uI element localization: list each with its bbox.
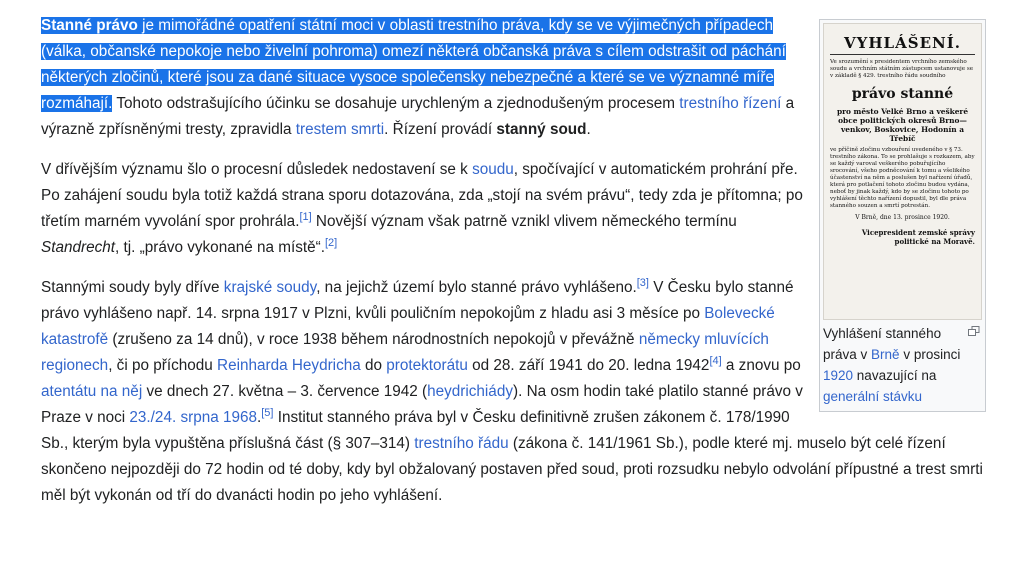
text: . xyxy=(586,121,591,138)
link-protectorate[interactable]: protektorátu xyxy=(386,357,468,374)
reference-4[interactable]: [4] xyxy=(709,355,722,367)
text: , spočívající v automatickém prohrání pře. Po zahájení soudu byla totiž každá strana sporu dotazována, zda „stojí na svém právu“, tedy zda je přítomna; po třetím marném vyvolání spor prohrála. xyxy=(41,161,803,230)
term-bold: Stanné právo xyxy=(41,17,138,34)
poster-title: VYHLÁŠENÍ. xyxy=(830,34,975,55)
link-general-strike[interactable]: generální stávku xyxy=(823,389,923,404)
text: . Řízení provádí xyxy=(384,121,497,138)
link-criminal-code[interactable]: trestního řádu xyxy=(414,435,509,452)
text: a znovu po xyxy=(721,357,801,374)
poster-body: ve příčině zločinu vzbouření uvedeného v § 73. trestního zákona. To se prohlašuje s rozkazem, aby se každý varoval veškerého pobuřujícího srocování, všeho podněcování k tomu a všelikého účastenství na něm a poslušen byl nařízení úřadů, která pro potlačení tohoto zločinu budou vydána, neboť by jinak každý, kdo by se zločinu tohoto po vyhlášení těchto nařízení dopustil, byl dle práva stanného souzen a smrtí potrestán. xyxy=(830,147,975,209)
text: Institut stanného práva byl v Česku definitivně zrušen zákonem č. 178/1990 Sb., kterým byla vypuštěna příslušná část (§ 307–314) xyxy=(41,409,790,452)
text: a výrazně zpřísněnými tresty, zpravidla xyxy=(41,95,795,138)
text: V Česku bylo stanné právo vyhlášeno např. 14. srpna 1917 v Plzni, kvůli pouličním nepokojům z hladu asi 3 měsíce po xyxy=(41,279,794,322)
text: od 28. září 1941 do 20. ledna 1942 xyxy=(467,357,710,374)
poster-intro: Ve srozumění s presidentem vrchního zemského soudu a vrchním státním zástupcem ustanovuje se v základě § 429. trestního řádu soudního xyxy=(830,59,974,79)
text: , tj. „právo vykonané na místě“. xyxy=(114,239,325,256)
text: (zrušeno za 14 dnů), v roce 1938 během národnostních nepokojů v převážně xyxy=(108,331,639,348)
text: , na jejichž území bylo stanné právo vyhlášeno. xyxy=(316,279,637,296)
italic-standrecht: Standrecht xyxy=(41,239,115,256)
selected-text-rest: je mimořádné opatření státní moci v oblasti trestního práva, kdy se ve výjimečných případech (válka, občanské nepokoje nebo živelní pohroma) omezí některá občanská práva s cílem odstrašit od páchání některých zločinů, které jsou za dané situace vysoce společensky nebezpečné a které se ve významné míře rozmáhají. xyxy=(41,17,786,112)
link-german-regions[interactable]: německy mluvících regionech xyxy=(41,331,769,374)
text: V dřívějším významu šlo o procesní důsledek nedostavení se k xyxy=(41,161,473,178)
enlarge-icon[interactable] xyxy=(968,326,980,339)
reference-2[interactable]: [2] xyxy=(324,237,338,249)
bold-court-martial: stanný soud xyxy=(496,121,587,138)
article-content xyxy=(41,13,986,523)
poster-signature: Vicepresident zemské správy politické na Moravě. xyxy=(861,228,975,246)
link-heydrich[interactable]: Reinharda Heydricha xyxy=(217,357,361,374)
poster-date: V Brně, dne 13. prosince 1920. xyxy=(855,214,950,221)
link-august-1968[interactable]: 23./24. srpna 1968 xyxy=(129,409,257,426)
text: ve dnech 27. května – 3. července 1942 ( xyxy=(142,383,428,400)
link-regional-courts[interactable]: krajské soudy xyxy=(223,279,317,296)
link-assassination[interactable]: atentátu na něj xyxy=(41,383,143,400)
poster-heading: právo stanné xyxy=(851,86,954,102)
link-1920[interactable]: 1920 xyxy=(823,368,854,383)
caption-text: Vyhlášení stanného práva v xyxy=(823,326,942,362)
text: do xyxy=(360,357,387,374)
text: Novější význam však patrně vznikl vlivem německého termínu xyxy=(311,213,737,230)
link-brno[interactable]: Brně xyxy=(871,347,900,362)
poster-region: pro město Velké Brno a veškeré obce politických okresů Brno—venkov, Boskovice, Hodonín a Třebíč xyxy=(836,107,969,143)
link-bolevec-disaster[interactable]: Bolevecké katastrofě xyxy=(41,305,775,348)
link-court[interactable]: soudu xyxy=(472,161,514,178)
text: Stannými soudy byly dříve xyxy=(41,279,224,296)
reference-1[interactable]: [1] xyxy=(299,211,312,223)
text: Tohoto odstrašujícího účinku se dosahuje urychleným a zjednodušeným procesem xyxy=(112,95,680,112)
text: . xyxy=(257,409,262,426)
reference-5[interactable]: [5] xyxy=(261,407,274,419)
caption-text: v prosinci xyxy=(899,347,961,362)
link-death-penalty[interactable]: trestem smrti xyxy=(295,121,385,138)
text: , či po příchodu xyxy=(108,357,218,374)
text: (zákona č. 141/1961 Sb.), podle které mj. muselo být celé řízení skončeno nejpozději do 72 hodin od té doby, kdy byl obžalovaný postaven před soud, proti rozsudku nebylo odvolání přípustné a trest smrti měl být vykonán od tří do dvanácti hodin po jeho vyhlášení. xyxy=(41,435,983,504)
link-criminal-procedure[interactable]: trestního řízení xyxy=(679,95,782,112)
reference-3[interactable]: [3] xyxy=(636,277,649,289)
image-thumbnail xyxy=(819,19,986,412)
image-caption xyxy=(823,323,982,407)
caption-text: navazující na xyxy=(853,368,937,383)
text: ). Na osm hodin také platilo stanné právo v Praze v noci xyxy=(41,383,803,426)
proclamation-poster-image[interactable] xyxy=(823,23,982,320)
link-heydrichiada[interactable]: heydrichiády xyxy=(427,383,513,400)
